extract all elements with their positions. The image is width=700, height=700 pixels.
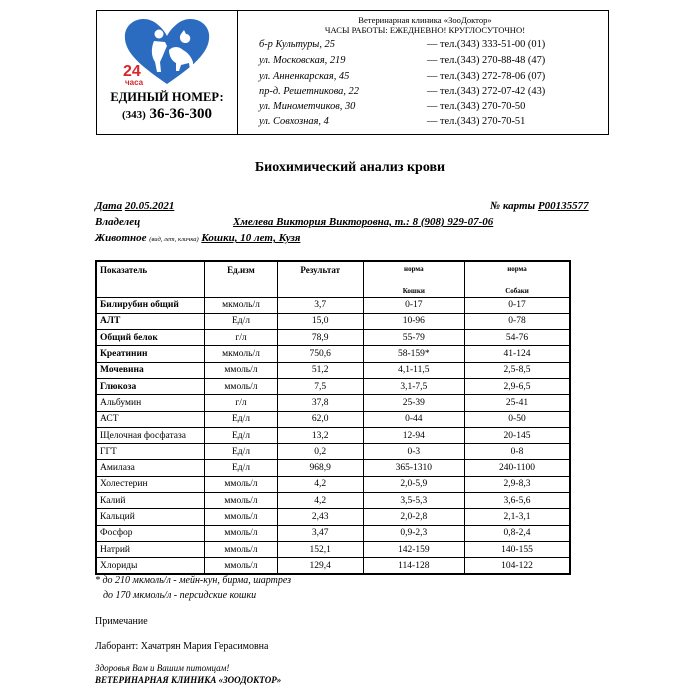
param-cell: ГГТ bbox=[96, 444, 205, 460]
address-phone: — тел.(343) 270-70-50 bbox=[427, 101, 526, 112]
table-row bbox=[96, 427, 570, 443]
norm-dogs-cell: 2,5-8,5 bbox=[465, 362, 570, 378]
table-row bbox=[96, 362, 570, 378]
address-text: ул. Московская, 219 bbox=[259, 55, 346, 66]
result-cell: 78,9 bbox=[277, 330, 363, 346]
result-cell: 3,47 bbox=[277, 525, 363, 541]
address-phone: — тел.(343) 270-70-51 bbox=[427, 116, 526, 127]
norm-dogs-cell: 0-78 bbox=[465, 313, 570, 329]
unit-cell: Ед/л bbox=[205, 313, 278, 329]
norm-dogs-cell: 41-124 bbox=[465, 346, 570, 362]
address-text: ул. Минометчиков, 30 bbox=[259, 101, 356, 112]
param-cell: Креатинин bbox=[96, 346, 205, 362]
table-row bbox=[96, 297, 570, 313]
result-cell: 13,2 bbox=[277, 427, 363, 443]
result-cell: 51,2 bbox=[277, 362, 363, 378]
table-row bbox=[96, 346, 570, 362]
norm-dogs-cell: 104-122 bbox=[465, 558, 570, 574]
param-cell: Билирубин общий bbox=[96, 297, 205, 313]
param-cell: Натрий bbox=[96, 541, 205, 557]
date-line bbox=[95, 200, 174, 212]
unit-cell: ммоль/л bbox=[205, 362, 278, 378]
address-text: ул. Анненкарская, 45 bbox=[259, 71, 350, 82]
clinic-info bbox=[244, 15, 606, 35]
clinic-hours: ЧАСЫ РАБОТЫ: ЕЖЕДНЕВНО! КРУГЛОСУТОЧНО! bbox=[324, 25, 526, 35]
animal-value: Кошки, 10 лет, Кузя bbox=[201, 232, 301, 244]
animal-hint: (вид, лет, кличка) bbox=[149, 236, 199, 243]
cats-label: Кошки bbox=[402, 287, 425, 295]
unit-cell: ммоль/л bbox=[205, 378, 278, 394]
norm-dogs-cell: 0-8 bbox=[465, 444, 570, 460]
result-cell: 3,7 bbox=[277, 297, 363, 313]
results-table bbox=[95, 260, 571, 575]
norm-cats-cell: 3,5-5,3 bbox=[363, 493, 464, 509]
lab-label: Лаборант: bbox=[95, 641, 139, 652]
norm-label: норма bbox=[404, 265, 424, 273]
document-title: Биохимический анализ крови bbox=[254, 160, 446, 175]
table-row bbox=[96, 476, 570, 492]
norm-label: норма bbox=[507, 265, 527, 273]
param-cell: Калий bbox=[96, 493, 205, 509]
result-cell: 152,1 bbox=[277, 541, 363, 557]
norm-dogs-cell: 54-76 bbox=[465, 330, 570, 346]
norm-cats-cell: 2,0-2,8 bbox=[363, 509, 464, 525]
address-phone: — тел.(343) 272-07-42 (43) bbox=[427, 86, 546, 97]
result-cell: 4,2 bbox=[277, 476, 363, 492]
param-cell: АСТ bbox=[96, 411, 205, 427]
result-cell: 968,9 bbox=[277, 460, 363, 476]
footnote-line1: * до 210 мкмоль/л - мейн-кун, бирма, шартрез bbox=[95, 575, 292, 586]
animal-label: Животное bbox=[95, 232, 147, 244]
norm-dogs-cell: 2,9-8,3 bbox=[465, 476, 570, 492]
param-cell: Щелочная фосфатаза bbox=[96, 427, 205, 443]
norm-cats-cell: 25-39 bbox=[363, 395, 464, 411]
address-row bbox=[259, 71, 604, 86]
table-row bbox=[96, 541, 570, 557]
card-label: № карты bbox=[490, 200, 536, 212]
param-cell: Амилаза bbox=[96, 460, 205, 476]
badge-hours: часа bbox=[125, 78, 144, 86]
single-number-label: ЕДИНЫЙ НОМЕР: bbox=[110, 90, 224, 104]
table-row bbox=[96, 558, 570, 574]
table-row bbox=[96, 525, 570, 541]
result-cell: 129,4 bbox=[277, 558, 363, 574]
norm-cats-cell: 55-79 bbox=[363, 330, 464, 346]
single-number-value: 36-36-300 bbox=[149, 106, 213, 122]
person-head-icon bbox=[155, 30, 164, 39]
unit-cell: ммоль/л bbox=[205, 493, 278, 509]
table-row bbox=[96, 460, 570, 476]
param-cell: АЛТ bbox=[96, 313, 205, 329]
unit-cell: Ед/л bbox=[205, 411, 278, 427]
norm-cats-cell: 365-1310 bbox=[363, 460, 464, 476]
norm-dogs-cell: 240-1100 bbox=[465, 460, 570, 476]
date-label: Дата bbox=[95, 200, 123, 212]
unit-cell: Ед/л bbox=[205, 460, 278, 476]
card-line bbox=[490, 200, 589, 212]
unit-cell: г/л bbox=[205, 395, 278, 411]
address-text: пр-д. Решетникова, 22 bbox=[259, 86, 359, 97]
address-phone: — тел.(343) 270-88-48 (47) bbox=[427, 55, 546, 66]
owner-value: Хмелева Виктория Викторовна, т.: 8 (908) 929-07-06 bbox=[233, 216, 494, 228]
unit-cell: ммоль/л bbox=[205, 541, 278, 557]
norm-dogs-cell: 140-155 bbox=[465, 541, 570, 557]
norm-dogs-cell: 0-50 bbox=[465, 411, 570, 427]
unit-cell: ммоль/л bbox=[205, 558, 278, 574]
result-cell: 0,2 bbox=[277, 444, 363, 460]
norm-cats-cell: 10-96 bbox=[363, 313, 464, 329]
param-cell: Мочевина bbox=[96, 362, 205, 378]
table-row bbox=[96, 378, 570, 394]
single-number bbox=[96, 106, 238, 123]
param-cell: Глюкоза bbox=[96, 378, 205, 394]
norm-dogs-cell: 0,8-2,4 bbox=[465, 525, 570, 541]
unit-cell: мкмоль/л bbox=[205, 346, 278, 362]
table-row bbox=[96, 313, 570, 329]
note-label: Примечание bbox=[95, 616, 148, 627]
footnote-line2: до 170 мкмоль/л - персидские кошки bbox=[103, 590, 257, 601]
param-cell: Холестерин bbox=[96, 476, 205, 492]
unit-cell: ммоль/л bbox=[205, 509, 278, 525]
norm-dogs-cell: 0-17 bbox=[465, 297, 570, 313]
table-row bbox=[96, 395, 570, 411]
clinic-name: Ветеринарная клиника «ЗооДоктор» bbox=[358, 15, 492, 25]
owner-label: Владелец bbox=[95, 216, 141, 228]
norm-cats-cell: 0-3 bbox=[363, 444, 464, 460]
address-row bbox=[259, 39, 604, 54]
norm-cats-cell: 58-159* bbox=[363, 346, 464, 362]
header-param: Показатель bbox=[96, 261, 205, 297]
address-phone: — тел.(343) 272-78-06 (07) bbox=[427, 71, 546, 82]
table-header-row bbox=[96, 261, 570, 297]
result-cell: 2,43 bbox=[277, 509, 363, 525]
table-body bbox=[96, 297, 570, 574]
norm-cats-cell: 114-128 bbox=[363, 558, 464, 574]
norm-cats-cell: 0-44 bbox=[363, 411, 464, 427]
table-row bbox=[96, 444, 570, 460]
badge-24: 24 bbox=[123, 63, 141, 80]
norm-cats-cell: 0-17 bbox=[363, 297, 464, 313]
norm-cats-cell: 0,9-2,3 bbox=[363, 525, 464, 541]
norm-dogs-cell: 3,6-5,6 bbox=[465, 493, 570, 509]
result-cell: 15,0 bbox=[277, 313, 363, 329]
lab-name: Хачатрян Мария Герасимовна bbox=[140, 641, 269, 652]
single-number-code: (343) bbox=[121, 109, 146, 121]
param-cell: Кальций bbox=[96, 509, 205, 525]
unit-cell: Ед/л bbox=[205, 427, 278, 443]
address-phone: — тел.(343) 333-51-00 (01) bbox=[427, 39, 546, 50]
unit-cell: ммоль/л bbox=[205, 476, 278, 492]
lab-line bbox=[95, 641, 268, 652]
animal-line bbox=[95, 232, 300, 244]
norm-dogs-cell: 2,1-3,1 bbox=[465, 509, 570, 525]
norm-dogs-cell: 20-145 bbox=[465, 427, 570, 443]
result-cell: 4,2 bbox=[277, 493, 363, 509]
param-cell: Альбумин bbox=[96, 395, 205, 411]
result-cell: 62,0 bbox=[277, 411, 363, 427]
address-row bbox=[259, 86, 604, 101]
norm-dogs-cell: 2,9-6,5 bbox=[465, 378, 570, 394]
result-cell: 7,5 bbox=[277, 378, 363, 394]
address-text: б-р Культуры, 25 bbox=[259, 39, 335, 50]
table-row bbox=[96, 411, 570, 427]
header-norm-cats bbox=[363, 261, 464, 297]
norm-cats-cell: 3,1-7,5 bbox=[363, 378, 464, 394]
closing-line2: ВЕТЕРИНАРНАЯ КЛИНИКА «ЗООДОКТОР» bbox=[95, 675, 282, 685]
table-row bbox=[96, 509, 570, 525]
norm-cats-cell: 142-159 bbox=[363, 541, 464, 557]
header-norm-dogs bbox=[465, 261, 570, 297]
address-row bbox=[259, 101, 604, 116]
header-unit: Ед.изм bbox=[205, 261, 278, 297]
closing-line1: Здоровья Вам и Вашим питомцам! bbox=[95, 663, 230, 673]
dogs-label: Собаки bbox=[505, 287, 529, 295]
result-cell: 37,8 bbox=[277, 395, 363, 411]
address-text: ул. Совхозная, 4 bbox=[259, 116, 329, 127]
address-row bbox=[259, 116, 604, 131]
date-value: 20.05.2021 bbox=[124, 200, 175, 212]
unit-cell: Ед/л bbox=[205, 444, 278, 460]
norm-cats-cell: 12-94 bbox=[363, 427, 464, 443]
unit-cell: мкмоль/л bbox=[205, 297, 278, 313]
unit-cell: г/л bbox=[205, 330, 278, 346]
result-cell: 750,6 bbox=[277, 346, 363, 362]
norm-cats-cell: 4,1-11,5 bbox=[363, 362, 464, 378]
norm-cats-cell: 2,0-5,9 bbox=[363, 476, 464, 492]
header-result: Результат bbox=[277, 261, 363, 297]
table-row bbox=[96, 330, 570, 346]
param-cell: Хлориды bbox=[96, 558, 205, 574]
table-row bbox=[96, 493, 570, 509]
card-value: Р00135577 bbox=[537, 200, 589, 212]
param-cell: Фосфор bbox=[96, 525, 205, 541]
param-cell: Общий белок bbox=[96, 330, 205, 346]
unit-cell: ммоль/л bbox=[205, 525, 278, 541]
clinic-logo bbox=[121, 16, 213, 86]
address-row bbox=[259, 55, 604, 70]
norm-dogs-cell: 25-41 bbox=[465, 395, 570, 411]
